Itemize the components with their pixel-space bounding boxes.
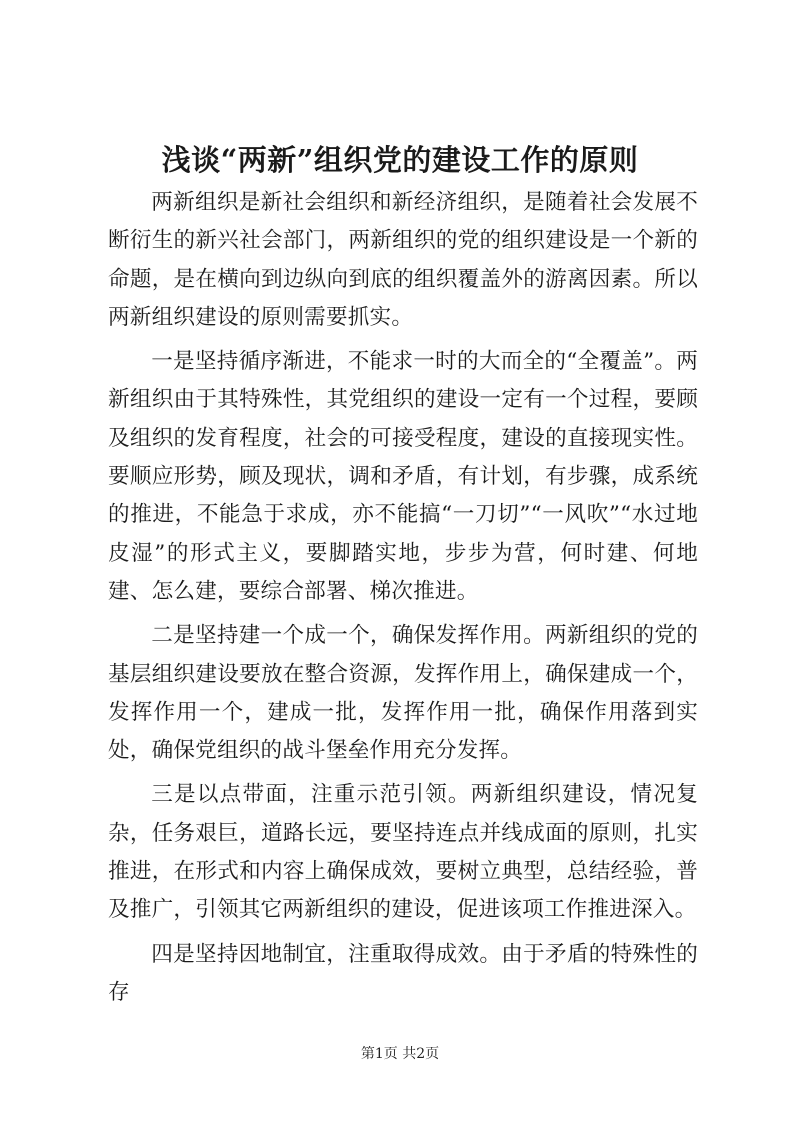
paragraph-principle-4: 四是坚持因地制宜，注重取得成效。由于矛盾的特殊性的存: [108, 941, 698, 1005]
page-indicator: 第1页 共2页: [360, 1046, 440, 1062]
paragraph-intro: 两新组织是新社会组织和新经济组织，是随着社会发展不断衍生的新兴社会部门，两新组织的党的组织建设是一个新的命题，是在横向到边纵向到底的组织覆盖外的游离因素。所以两新组织建设的原则需要抓实。: [108, 190, 698, 330]
document-body: [108, 184, 698, 1012]
paragraph-principle-1: 一是坚持循序渐进，不能求一时的大而全的“全覆盖”。两新组织由于其特殊性，其党组织的建设一定有一个过程，要顾及组织的发育程度，社会的可接受程度，建设的直接现实性。要顺应形势，顾及现状，调和矛盾，有计划，有步骤，成系统的推进，不能急于求成，亦不能搞“一刀切”“一风吹”“水过地皮湿”的形式主义，要脚踏实地，步步为营，何时建、何地建、怎么建，要综合部署、梯次推进。: [108, 349, 698, 604]
paragraph-principle-2: 二是坚持建一个成一个，确保发挥作用。两新组织的党的基层组织建设要放在整合资源，发挥作用上，确保建成一个，发挥作用一个，建成一批，发挥作用一批，确保作用落到实处，确保党组织的战斗堡垒作用充分发挥。: [108, 623, 698, 764]
document-title: 浅谈“两新”组织党的建设工作的原则: [161, 143, 639, 177]
paragraph-principle-3: 三是以点带面，注重示范引领。两新组织建设，情况复杂，任务艰巨，道路长远，要坚持连点并线成面的原则，扎实推进，在形式和内容上确保成效，要树立典型，总结经验，普及推广，引领其它两新组织的建设，促进该项工作推进深入。: [108, 782, 698, 923]
